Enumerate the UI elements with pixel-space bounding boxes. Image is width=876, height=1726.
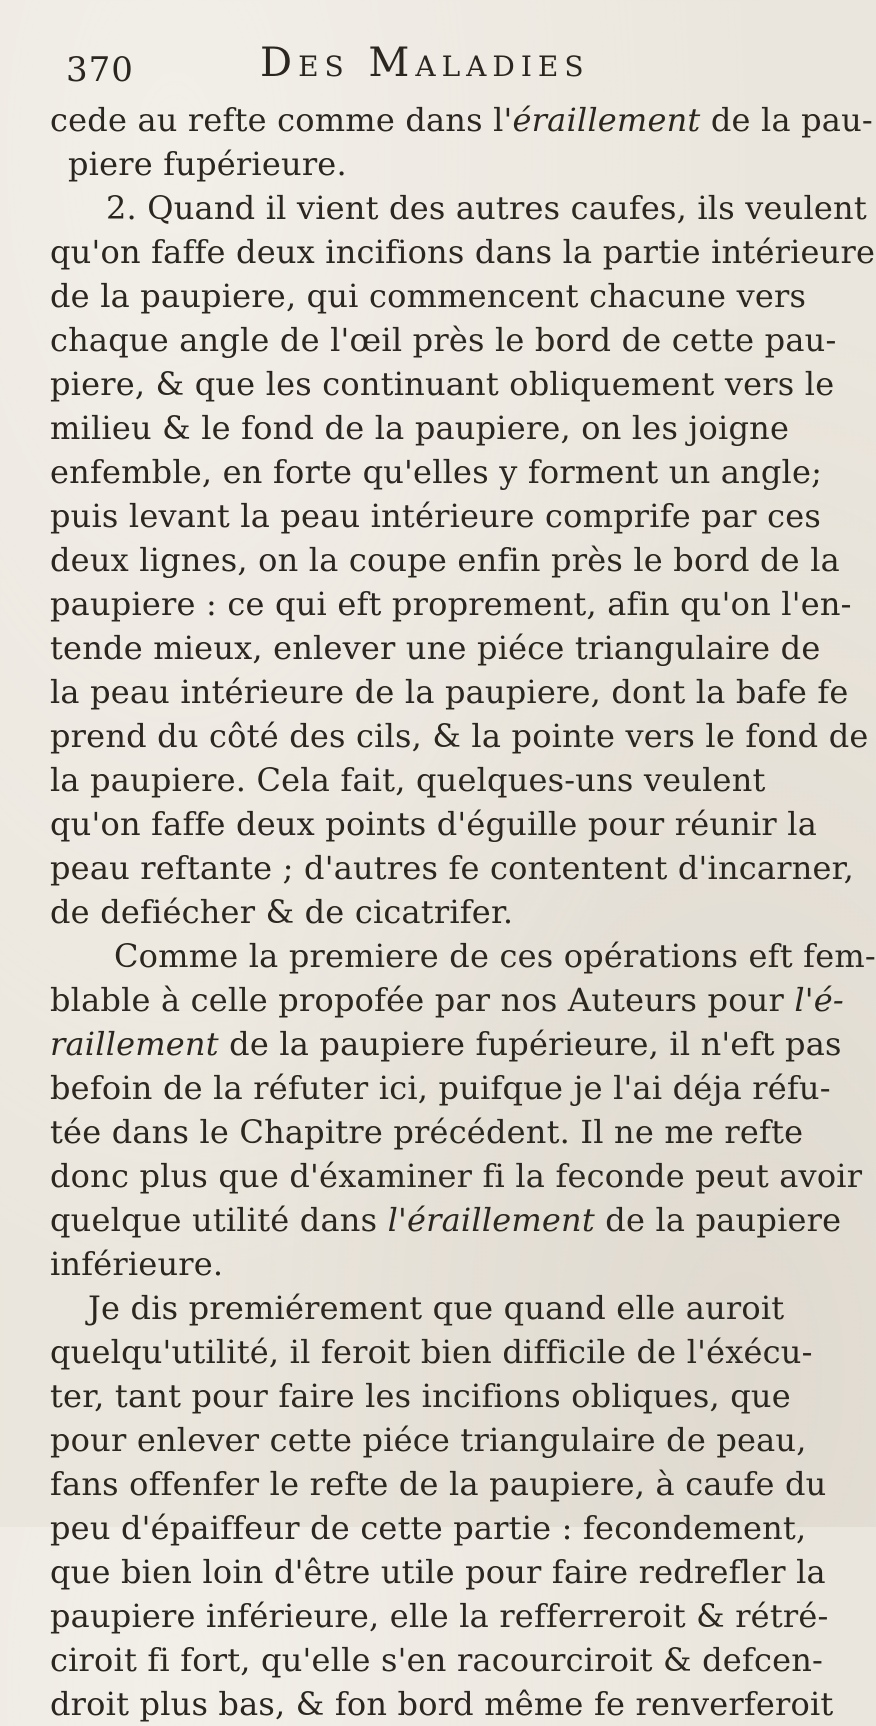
text-line: la paupiere. Cela fait, quelques-uns veulent	[50, 761, 766, 799]
text-line: piere, & que les continuant obliquement vers le	[50, 365, 835, 403]
text-line: cede au refte comme dans l'éraillement de la pau-	[50, 101, 873, 139]
text-line: donc plus que d'éxaminer fi la feconde peut avoir	[50, 1157, 863, 1195]
text-line: blable à celle propofée par nos Auteurs pour l'é-	[50, 981, 844, 1019]
text-line: inférieure.	[50, 1245, 224, 1283]
text-line: la peau intérieure de la paupiere, dont la bafe fe	[50, 673, 849, 711]
text-line: milieu & le fond de la paupiere, on les joigne	[50, 409, 790, 447]
text-line: qu'on faffe deux points d'éguille pour réunir la	[50, 805, 817, 843]
text-line: paupiere : ce qui eft proprement, afin qu'on l'en-	[50, 585, 852, 623]
running-head: Des Maladies	[260, 40, 590, 86]
text-line: enfemble, en forte qu'elles y forment un angle;	[50, 453, 823, 491]
page-number: 370	[66, 50, 134, 90]
text-line: prend du côté des cils, & la pointe vers le fond de	[50, 717, 869, 755]
text-line: quelque utilité dans l'éraillement de la paupiere	[50, 1201, 842, 1239]
text-line: droit plus bas, & fon bord même fe renverferoit	[50, 1685, 834, 1723]
text-line: pour enlever cette piéce triangulaire de peau,	[50, 1421, 807, 1459]
text-line: de la paupiere, qui commencent chacune vers	[50, 277, 807, 315]
text-line: Comme la premiere de ces opérations eft fem-	[114, 937, 876, 975]
text-line: que bien loin d'être utile pour faire redrefler la	[50, 1553, 826, 1591]
text-line: ciroit fi fort, qu'elle s'en racourciroit & defcen-	[50, 1641, 824, 1679]
text-line: ter, tant pour faire les incifions obliques, que	[50, 1377, 791, 1415]
body-text	[50, 98, 876, 1726]
text-line: paupiere inférieure, elle la refferreroit & rétré-	[50, 1597, 829, 1635]
text-line: tée dans le Chapitre précédent. Il ne me refte	[50, 1113, 804, 1151]
text-line: deux lignes, on la coupe enfin près le bord de la	[50, 541, 840, 579]
text-line: chaque angle de l'œil près le bord de cette pau-	[50, 321, 837, 359]
text-line: peau reftante ; d'autres fe contentent d'incarner,	[50, 849, 854, 887]
text-line: befoin de la réfuter ici, puifque je l'ai déja réfu-	[50, 1069, 831, 1107]
page-header	[50, 40, 730, 92]
text-line: fans offenfer le refte de la paupiere, à caufe du	[50, 1465, 827, 1503]
text-line: piere fupérieure.	[68, 145, 347, 183]
text-line: de defiécher & de cicatrifer.	[50, 893, 514, 931]
text-line: qu'on faffe deux incifions dans la partie intérieure	[50, 233, 876, 271]
text-line: peu d'épaiffeur de cette partie : fecondement,	[50, 1509, 807, 1547]
text-line: tende mieux, enlever une piéce triangulaire de	[50, 629, 821, 667]
text-line: raillement de la paupiere fupérieure, il n'eft pas	[50, 1025, 842, 1063]
text-line: quelqu'utilité, il feroit bien difficile de l'éxécu-	[50, 1333, 813, 1371]
text-line: 2. Quand il vient des autres caufes, ils veulent	[106, 189, 867, 227]
text-line: puis levant la peau intérieure comprife par ces	[50, 497, 821, 535]
text-line: Je dis premiérement que quand elle auroit	[88, 1289, 785, 1327]
